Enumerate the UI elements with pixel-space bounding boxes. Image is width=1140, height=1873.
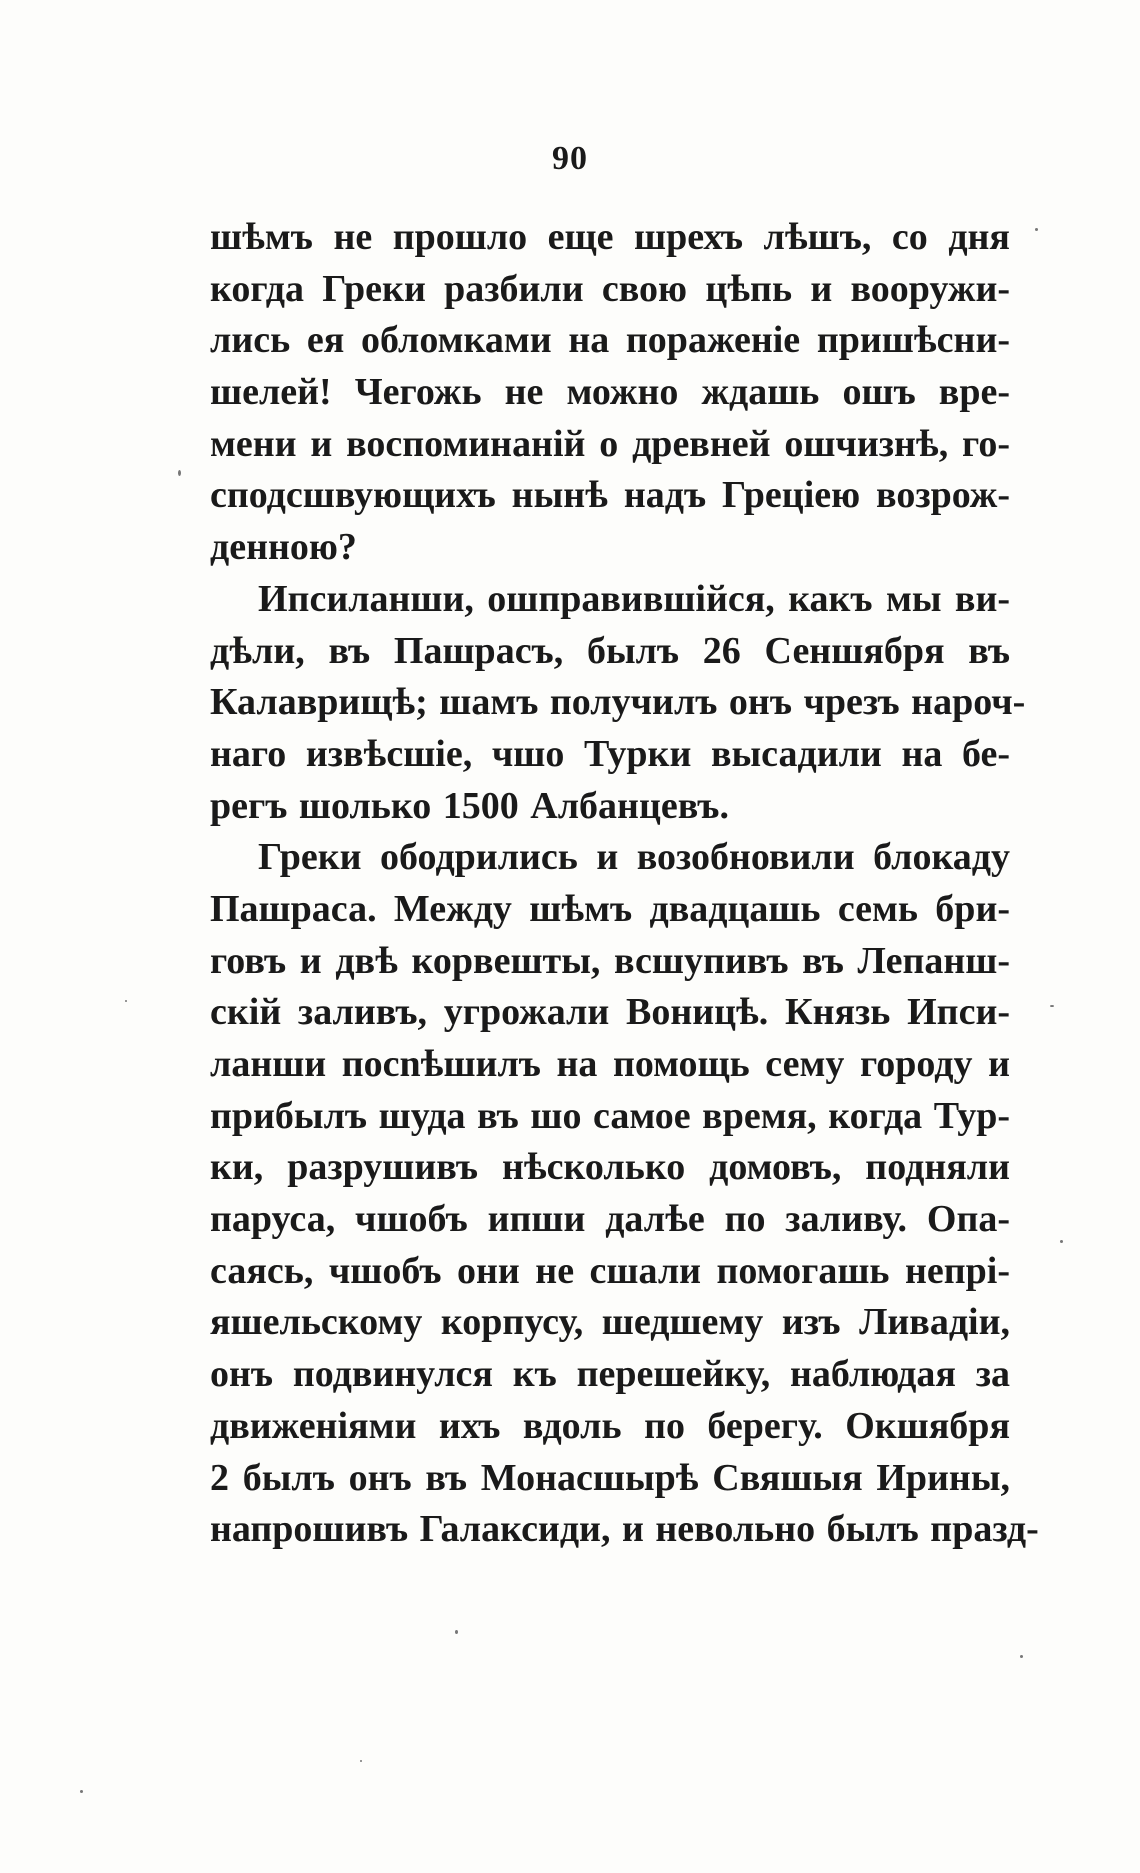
- text-line: когда Греки разбили свою цѣпь и вооружи-: [210, 267, 1010, 310]
- text-line: говъ и двѣ корвешты, всшупивъ въ Лепанш-: [210, 939, 1010, 982]
- text-line: сподсшвующихъ нынѣ надъ Греціею возрож-: [210, 474, 1010, 517]
- text-line: Греки ободрились и возобновили блокаду: [258, 836, 1010, 879]
- scan-speck: [1020, 1655, 1023, 1658]
- page-number: 90: [552, 140, 588, 177]
- text-line: шѣмъ не прошло еще шрехъ лѣшъ, со дня: [210, 216, 1010, 258]
- text-line: скій заливъ, угрожали Воницѣ. Князь Ипси-: [210, 991, 1010, 1034]
- text-line: регъ шолько 1500 Албанцевъ.: [210, 784, 729, 827]
- scan-speck: [360, 1760, 362, 1762]
- scan-speck: [1035, 228, 1038, 231]
- text-line: напрошивъ Галаксиди, и невольно былъ празд-: [210, 1508, 1039, 1551]
- text-line: 2 былъ онъ въ Монасшырѣ Свяшыя Ирины,: [210, 1456, 1010, 1499]
- scan-speck: [80, 1790, 83, 1793]
- text-line: Ипсиланши, ошправившійся, какъ мы ви-: [258, 577, 1010, 620]
- text-line: Пашраса. Между шѣмъ двадцашь семь бри-: [210, 887, 1010, 930]
- text-line: наго извѣсшіе, чшо Турки высадили на бе-: [210, 732, 1010, 775]
- text-line: ки, разрушивъ нѣсколько домовъ, подняли: [210, 1146, 1010, 1189]
- text-line: паруса, чшобъ ипши далѣе по заливу. Опа-: [210, 1198, 1010, 1241]
- text-line: яшельскому корпусу, шедшему изъ Ливадіи,: [210, 1301, 1010, 1344]
- scan-speck: [1060, 1240, 1063, 1243]
- text-line: ланши посnѣшилъ на помощь сему городу и: [210, 1043, 1010, 1085]
- text-line: онъ подвинулся къ перешейку, наблюдая за: [210, 1353, 1010, 1396]
- body-text: [210, 212, 1039, 1556]
- scan-speck: [1050, 1005, 1054, 1007]
- text-line: движеніями ихъ вдоль по берегу. Окшября: [210, 1404, 1010, 1447]
- text-line: Калаврищѣ; шамъ получилъ онъ чрезъ нароч-: [210, 681, 1026, 724]
- text-line: денною?: [210, 526, 357, 569]
- scan-speck: [125, 1000, 127, 1002]
- scan-speck: [455, 1630, 458, 1634]
- scan-speck: [178, 470, 181, 476]
- text-line: дѣли, въ Пашрасъ, былъ 26 Сеншября въ: [210, 629, 1010, 672]
- text-line: прибылъ шуда въ шо самое время, когда Тур-: [210, 1094, 1010, 1137]
- text-line: лись ея обломками на пораженіе пришѣсни-: [210, 319, 1010, 362]
- text-line: шелей! Чегожь не можно ждашь ошъ вре-: [210, 371, 1010, 414]
- text-line: мени и воспоминаній о древней ошчизнѣ, го-: [210, 422, 1010, 465]
- text-line: саясь, чшобъ они не сшали помогашь непрі-: [210, 1249, 1010, 1292]
